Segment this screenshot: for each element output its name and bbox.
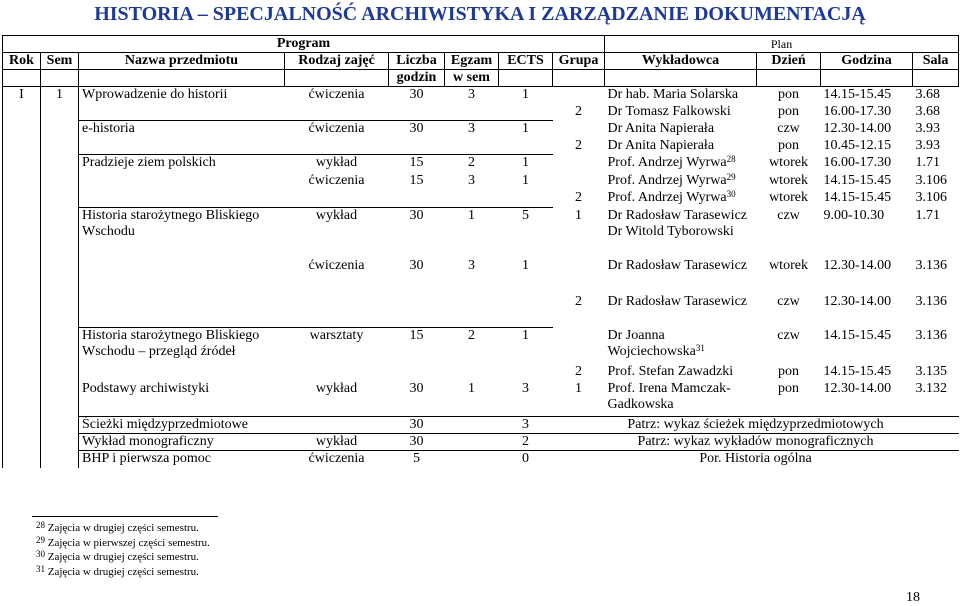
cell-sem	[41, 155, 79, 173]
cell-sem	[41, 364, 79, 381]
lecturer-name: Dr Anita Napierała	[607, 137, 715, 153]
footnote-number: 30	[36, 549, 45, 559]
col-grupa: Grupa	[553, 53, 605, 70]
cell-egzam: 3	[445, 87, 499, 104]
cell-nazwa	[79, 364, 285, 381]
cell-nazwa	[79, 258, 285, 294]
footnote	[36, 536, 210, 551]
cell-godzina: 12.30-14.00	[823, 380, 892, 396]
cell-sala: 3.136	[915, 327, 948, 343]
cell-egzam: 3	[468, 172, 475, 188]
cell-nazwa: Podstawy archiwistyki	[82, 380, 210, 396]
cell-liczba	[389, 364, 445, 381]
cell-dzien: pon	[778, 380, 800, 396]
cell-note: Por. Historia ogólna	[553, 451, 959, 468]
col-dzien: Dzień	[757, 53, 821, 70]
cell-grupa	[553, 328, 605, 364]
cell-liczba: 30	[389, 434, 445, 451]
lecturer-name: Dr Tomasz Falkowski	[607, 103, 731, 119]
cell-wykladowca	[605, 138, 757, 155]
cell-wykladowca	[605, 87, 757, 104]
cell-liczba: 30	[409, 257, 424, 273]
cell-grupa: 2	[575, 137, 582, 153]
cell-rok	[3, 434, 41, 451]
cell-ects: 1	[522, 172, 529, 188]
table-row	[3, 173, 959, 190]
cell-wykladowca	[605, 364, 757, 381]
cell-grupa	[553, 258, 605, 294]
cell-rodzaj: ćwiczenia	[285, 87, 389, 104]
cell-rok	[3, 208, 41, 258]
header-row	[3, 53, 959, 70]
cell-ects	[499, 190, 553, 208]
cell-rok	[3, 294, 41, 328]
lecturer-name: Prof. Andrzej Wyrwa	[607, 189, 727, 205]
cell-sala: 3.68	[915, 87, 941, 102]
cell-rodzaj	[285, 138, 389, 155]
table-row	[3, 208, 959, 258]
cell-rodzaj: wykład	[285, 208, 389, 258]
cell-grupa	[553, 87, 605, 104]
cell-egzam	[445, 104, 499, 121]
cell-rodzaj	[285, 364, 389, 381]
cell-rodzaj: wykład	[315, 380, 358, 396]
footnote-ref: 30	[726, 188, 736, 199]
cell-sala: 3.106	[915, 172, 948, 188]
cell-ects	[499, 104, 553, 121]
cell-rok	[3, 173, 41, 190]
footnote-text: Zajęcia w drugiej części semestru.	[47, 565, 199, 578]
col-wykladowca: Wykładowca	[605, 53, 757, 70]
table-row	[3, 155, 959, 173]
cell-sem	[41, 104, 79, 121]
cell-rok	[3, 155, 41, 173]
cell-ects	[499, 364, 553, 381]
cell-wykladowca	[605, 208, 757, 258]
cell-dzien: pon	[778, 363, 800, 379]
table-row	[3, 104, 959, 121]
cell-sala: 3.136	[915, 257, 948, 273]
col-ects: ECTS	[499, 53, 553, 70]
cell-wykladowca	[605, 173, 757, 190]
cell-sala: 3.132	[915, 380, 948, 396]
cell-rodzaj	[285, 190, 389, 208]
cell-ects: 1	[499, 328, 553, 364]
col-egzam-2: w sem	[445, 70, 499, 87]
cell-liczba: 15	[389, 328, 445, 364]
cell-rok	[3, 328, 41, 364]
cell-egzam	[445, 190, 499, 208]
cell-liczba: 30	[409, 380, 424, 396]
cell-dzien: czw	[777, 120, 800, 136]
cell-grupa: 1	[575, 380, 582, 396]
cell-sem	[41, 381, 79, 417]
cell-grupa: 1	[575, 207, 582, 223]
lecturer-name: Dr Radosław Tarasewicz	[607, 293, 748, 309]
footnotes	[36, 521, 210, 579]
cell-dzien: czw	[777, 293, 800, 309]
cell-nazwa: BHP i pierwsza pomoc	[79, 451, 285, 468]
lecturer-name: Prof. Andrzej Wyrwa	[607, 172, 727, 188]
footnote	[36, 521, 210, 536]
cell-liczba: 15	[409, 172, 424, 188]
cell-sala: 3.136	[915, 293, 948, 309]
col-liczba-2: godzin	[389, 70, 445, 87]
cell-grupa: 2	[575, 103, 582, 119]
cell-rodzaj: ćwiczenia	[285, 451, 389, 468]
footnote-number: 28	[36, 520, 45, 530]
cell-egzam: 3	[468, 257, 475, 273]
cell-liczba: 30	[389, 208, 445, 258]
cell-rodzaj	[285, 104, 389, 121]
cell-nazwa: Ścieżki międzyprzedmiotowe	[79, 417, 285, 434]
col-sem: Sem	[41, 53, 79, 70]
cell-nazwa	[79, 190, 285, 208]
cell-dzien: pon	[778, 87, 800, 102]
cell-sem	[41, 434, 79, 451]
cell-egzam	[445, 417, 499, 434]
table-row	[3, 294, 959, 328]
table-row	[3, 434, 959, 451]
cell-egzam	[445, 138, 499, 155]
cell-ects	[499, 138, 553, 155]
col-egzam: Egzam	[445, 53, 499, 70]
cell-rodzaj: ćwiczenia	[308, 172, 365, 188]
col-sala: Sala	[913, 53, 959, 70]
cell-godzina: 14.15-15.45	[823, 172, 892, 188]
cell-egzam: 1	[445, 208, 499, 258]
cell-sem	[41, 258, 79, 294]
cell-dzien: pon	[778, 103, 800, 119]
cell-note: Patrz: wykaz ścieżek międzyprzedmiotowych	[553, 417, 959, 434]
lecturer-name: Dr Radosław Tarasewicz	[607, 207, 748, 223]
cell-dzien: wtorek	[769, 154, 808, 170]
table-row	[3, 328, 959, 364]
cell-grupa: 2	[575, 363, 582, 379]
table-row	[3, 451, 959, 468]
cell-ects: 3	[522, 380, 529, 396]
cell-sala: 1.71	[915, 207, 941, 223]
cell-godzina: 14.15-15.45	[823, 87, 892, 102]
cell-egzam: 3	[445, 121, 499, 138]
cell-sala: 3.135	[915, 363, 948, 379]
cell-sem	[41, 208, 79, 258]
cell-dzien: czw	[777, 207, 800, 223]
cell-ects: 1	[499, 155, 553, 173]
col-godzina: Godzina	[821, 53, 913, 70]
cell-sala: 3.93	[915, 137, 941, 153]
cell-egzam: 1	[468, 380, 475, 396]
col-liczba: Liczba	[389, 53, 445, 70]
footnote-number: 29	[36, 534, 45, 545]
table-row	[3, 417, 959, 434]
cell-sala: 3.68	[915, 103, 941, 119]
cell-sala: 1.71	[915, 154, 941, 170]
cell-godzina: 12.30-14.00	[823, 120, 892, 136]
cell-rodzaj: ćwiczenia	[308, 257, 365, 273]
footnote-ref: 29	[726, 171, 736, 182]
cell-wykladowca	[605, 155, 757, 173]
footnote-ref: 28	[726, 153, 736, 164]
lecturer-name: Dr hab. Maria Solarska	[607, 87, 739, 102]
footnote-ref: 31	[695, 342, 705, 353]
cell-rok	[3, 121, 41, 138]
footnote	[36, 550, 210, 565]
lecturer-name: Prof. Andrzej Wyrwa	[607, 154, 727, 170]
cell-rodzaj: wykład	[285, 155, 389, 173]
table-row	[3, 138, 959, 155]
cell-sem	[41, 328, 79, 364]
header-program: Program	[3, 36, 605, 53]
cell-ects: 2	[499, 434, 553, 451]
footnote	[36, 565, 210, 580]
col-rok: Rok	[3, 53, 41, 70]
cell-godzina: 16.00-17.30	[823, 103, 892, 119]
header-plan: Plan	[605, 36, 959, 53]
cell-wykladowca	[605, 381, 757, 417]
cell-nazwa: Wprowadzenie do historii	[79, 87, 285, 104]
table-row	[3, 381, 959, 417]
cell-grupa: 2	[575, 293, 582, 309]
cell-nazwa	[79, 173, 285, 190]
footnote-text: Zajęcia w drugiej części semestru.	[47, 522, 199, 534]
cell-wykladowca	[605, 104, 757, 121]
cell-nazwa: e-historia	[79, 121, 285, 138]
cell-nazwa: Pradzieje ziem polskich	[79, 155, 285, 173]
cell-sala: 3.106	[915, 189, 948, 205]
cell-grupa	[553, 121, 605, 138]
cell-rok	[3, 190, 41, 208]
footnote-text: Zajęcia w pierwszej części semestru.	[47, 536, 210, 549]
cell-rodzaj: wykład	[285, 434, 389, 451]
col-nazwa: Nazwa przedmiotu	[79, 53, 285, 70]
cell-rok	[3, 381, 41, 417]
cell-liczba	[389, 294, 445, 328]
cell-godzina: 9.00-10.30	[823, 207, 885, 223]
cell-grupa	[553, 173, 605, 190]
cell-liczba: 30	[389, 121, 445, 138]
cell-egzam: 2	[445, 328, 499, 364]
cell-rodzaj: ćwiczenia	[285, 121, 389, 138]
cell-egzam	[445, 434, 499, 451]
cell-ects: 1	[499, 87, 553, 104]
lecturer-name: Prof. Stefan Zawadzki	[607, 363, 734, 379]
cell-sem	[41, 190, 79, 208]
lecturer-name: Dr Joanna Wojciechowska	[607, 327, 696, 359]
cell-godzina: 14.15-15.45	[823, 327, 892, 343]
cell-godzina: 12.30-14.00	[823, 257, 892, 273]
cell-grupa	[553, 155, 605, 173]
cell-egzam	[445, 364, 499, 381]
cell-nazwa: Historia starożytnego Bliskiego Wschodu – przegląd źródeł	[79, 328, 285, 364]
cell-sem	[41, 294, 79, 328]
cell-dzien: wtorek	[769, 257, 808, 273]
table-row	[3, 364, 959, 381]
cell-rok	[3, 417, 41, 434]
cell-godzina: 14.15-15.45	[823, 363, 892, 379]
cell-liczba	[389, 138, 445, 155]
cell-nazwa: Historia starożytnego Bliskiego Wschodu	[79, 208, 285, 258]
footnote-number: 31	[36, 563, 45, 574]
cell-liczba: 5	[389, 451, 445, 468]
cell-godzina: 12.30-14.00	[823, 293, 892, 309]
cell-wykladowca	[605, 294, 757, 328]
header-group-row	[3, 36, 959, 53]
lecturer-name-2: Dr Witold Tyborowski	[607, 223, 734, 239]
cell-ects: 1	[499, 121, 553, 138]
table-row	[3, 121, 959, 138]
cell-liczba: 30	[389, 417, 445, 434]
cell-wykladowca	[605, 258, 757, 294]
cell-rok	[3, 364, 41, 381]
cell-sem	[41, 451, 79, 468]
header-row-2	[3, 70, 959, 87]
page-number: 18	[906, 590, 920, 605]
cell-sem	[41, 417, 79, 434]
cell-ects: 3	[499, 417, 553, 434]
cell-wykladowca	[605, 328, 757, 364]
cell-sem	[41, 121, 79, 138]
cell-ects: 0	[499, 451, 553, 468]
cell-rodzaj	[285, 417, 389, 434]
cell-nazwa	[79, 138, 285, 155]
page-title: HISTORIA – SPECJALNOŚĆ ARCHIWISTYKA I ZARZĄDZANIE DOKUMENTACJĄ	[94, 3, 866, 25]
cell-nazwa	[79, 294, 285, 328]
cell-rok	[3, 258, 41, 294]
curriculum-table	[2, 35, 959, 468]
cell-rok	[3, 451, 41, 468]
cell-godzina: 16.00-17.30	[823, 154, 892, 170]
cell-godzina: 10.45-12.15	[823, 137, 892, 153]
table-row	[3, 258, 959, 294]
cell-note: Patrz: wykaz wykładów monograficznych	[553, 434, 959, 451]
cell-rok	[3, 138, 41, 155]
cell-dzien: wtorek	[769, 189, 808, 205]
cell-dzien: czw	[777, 327, 800, 343]
cell-sem	[41, 138, 79, 155]
cell-rok: I	[3, 87, 41, 104]
footnote-text: Zajęcia w drugiej części semestru.	[47, 551, 199, 563]
cell-godzina: 14.15-15.45	[823, 189, 892, 205]
footnote-separator	[32, 516, 218, 517]
lecturer-name: Prof. Irena Mamczak-Gadkowska	[607, 380, 731, 412]
cell-sala: 3.93	[915, 120, 941, 136]
table-body	[3, 87, 959, 468]
cell-egzam: 2	[445, 155, 499, 173]
cell-liczba: 30	[389, 87, 445, 104]
table-row	[3, 87, 959, 104]
cell-ects: 5	[499, 208, 553, 258]
cell-wykladowca	[605, 121, 757, 138]
cell-liczba	[389, 190, 445, 208]
lecturer-name: Dr Radosław Tarasewicz	[607, 257, 748, 273]
cell-rodzaj: warsztaty	[285, 328, 389, 364]
cell-dzien: pon	[778, 137, 800, 153]
cell-nazwa	[79, 104, 285, 121]
cell-egzam	[445, 294, 499, 328]
cell-liczba	[389, 104, 445, 121]
cell-grupa: 2	[575, 189, 582, 205]
cell-liczba: 15	[389, 155, 445, 173]
cell-wykladowca	[605, 190, 757, 208]
cell-egzam	[445, 451, 499, 468]
cell-rok	[3, 104, 41, 121]
cell-ects	[499, 294, 553, 328]
cell-ects: 1	[522, 257, 529, 273]
table-row	[3, 190, 959, 208]
lecturer-name: Dr Anita Napierała	[607, 120, 715, 136]
col-rodzaj: Rodzaj zajęć	[285, 53, 389, 70]
cell-rodzaj	[285, 294, 389, 328]
cell-nazwa: Wykład monograficzny	[79, 434, 285, 451]
cell-sem	[41, 173, 79, 190]
cell-sem: 1	[41, 87, 79, 104]
cell-dzien: wtorek	[769, 172, 808, 188]
